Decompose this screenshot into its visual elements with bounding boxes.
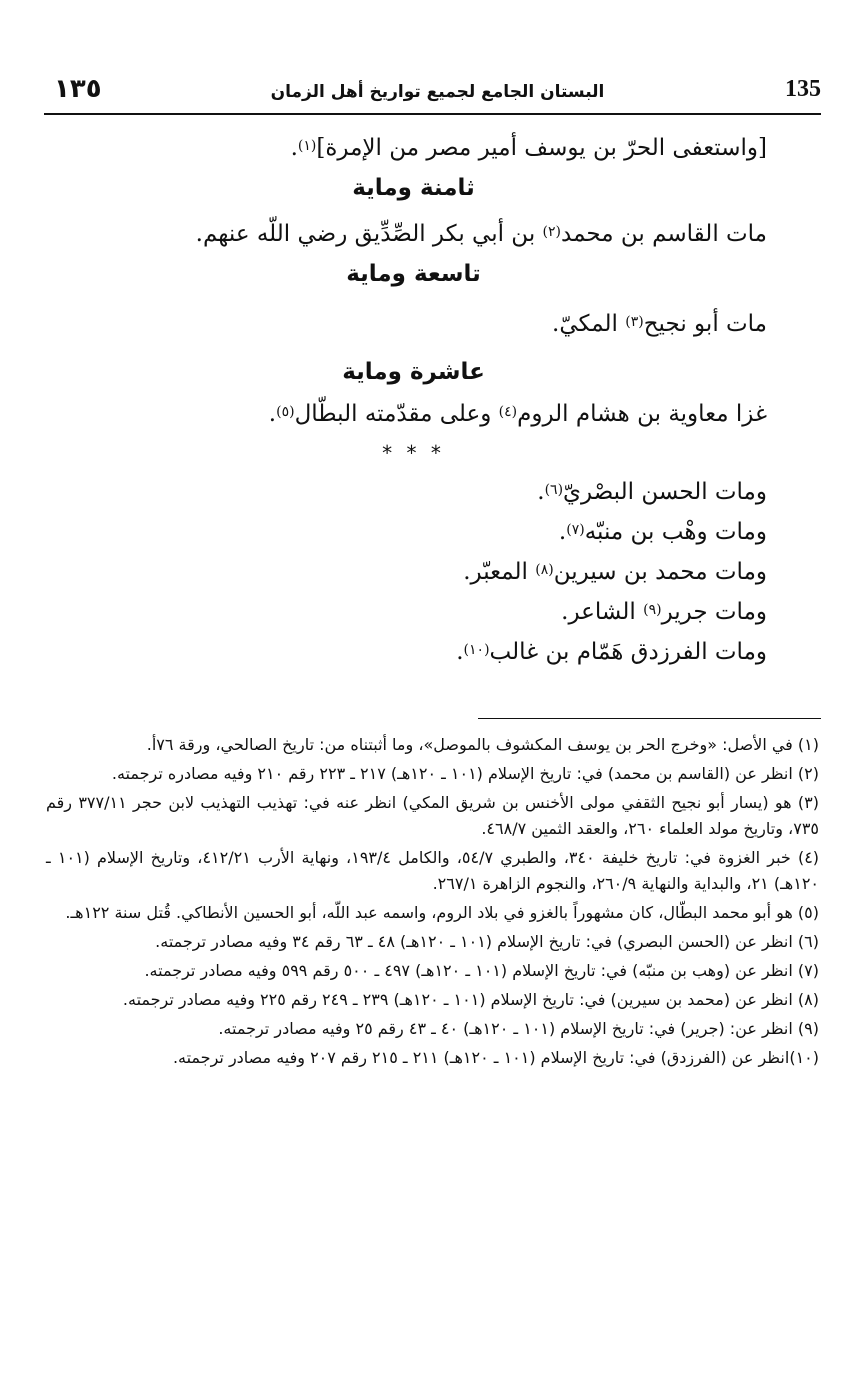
footnote-ref[interactable]: (٨) xyxy=(535,562,554,578)
text-segment: المعبّر. xyxy=(463,559,536,585)
text-segment: ومات الحسن البصْريّ xyxy=(563,479,767,505)
footnote-ref[interactable]: (٦) xyxy=(544,482,564,498)
text-segment: ومات وهْب بن منبّه xyxy=(584,519,767,545)
footnote-ref[interactable]: (٧) xyxy=(566,522,585,538)
text-segment: [واستعفى الحرّ بن يوسف أمير مصر من الإمرة] xyxy=(316,135,767,161)
text-line xyxy=(60,396,767,432)
text-segment: . xyxy=(290,135,298,161)
footnote-7: (٧) انظر عن (وهب بن منبّه) في: تاريخ الإسلام (١٠١ ـ ١٢٠هـ) ٤٩٧ ـ ٥٠٠ رقم ٥٩٩ وفيه مصادر ترجمته. xyxy=(144,961,819,980)
year-heading: عاشرة وماية xyxy=(342,359,485,385)
footnote-9: (٩) انظر عن: (جرير) في: تاريخ الإسلام (١٠١ ـ ١٢٠هـ) ٤٠ ـ ٤٣ رقم ٢٥ وفيه مصادر ترجمته. xyxy=(218,1019,819,1038)
text-segment: غزا معاوية بن هشام الروم xyxy=(517,401,767,427)
text-segment: ومات الفرزدق هَمّام بن غالب xyxy=(489,639,767,665)
text-line xyxy=(60,216,767,252)
text-segment: . xyxy=(537,479,545,505)
text-segment: ومات جرير xyxy=(661,599,767,625)
year-heading: ثامنة وماية xyxy=(352,175,475,201)
text-segment: المكيّ. xyxy=(552,311,626,337)
page-number-arabic: ١٣٥ xyxy=(54,74,102,104)
text-line xyxy=(60,474,767,510)
text-line xyxy=(60,130,767,166)
footnote-1: (١) في الأصل: «وخرج الحر بن يوسف المكشوف بالموصل»، وما أثبتناه من: تاريخ الصالحي، ورقة ٧٦أ. xyxy=(146,735,819,754)
footnote-ref[interactable]: (٩) xyxy=(643,602,662,618)
text-segment: . xyxy=(456,639,464,665)
section-separator: * * * xyxy=(382,441,445,465)
text-segment: . xyxy=(268,401,277,427)
footnote-10: (١٠)انظر عن (الفرزدق) في: تاريخ الإسلام (١٠١ ـ ١٢٠هـ) ٢١١ ـ ٢١٥ رقم ٢٠٧ وفيه مصادر ترجمته. xyxy=(172,1048,819,1067)
running-header xyxy=(54,70,821,110)
footnote-6: (٦) انظر عن (الحسن البصري) في: تاريخ الإسلام (١٠١ ـ ١٢٠هـ) ٤٨ ـ ٦٣ رقم ٣٤ وفيه مصادر ترجمته. xyxy=(155,932,819,951)
footnote-3: (٣) هو (يسار أبو نجيح الثقفي مولى الأخنس بن شريق المكي) انظر عنه في: تهذيب التهذيب لابن حجر ٣٧٧/١١ رقم ٧٣٥، وتاريخ مولد العلماء ٢٦٠، والعقد الثمين ٤٦٨/٧. xyxy=(46,793,820,838)
text-segment: . xyxy=(558,519,567,545)
footnote-rule xyxy=(478,718,821,719)
footnote-ref[interactable]: (٤) xyxy=(498,404,518,420)
text-line xyxy=(60,634,767,670)
footnote-ref[interactable]: (١) xyxy=(297,138,317,154)
footnote-ref[interactable]: (١٠) xyxy=(463,642,490,658)
text-line xyxy=(60,554,767,590)
text-segment: وعلى مقدّمته البطّال xyxy=(294,401,499,427)
footnote-2: (٢) انظر عن (القاسم بن محمد) في: تاريخ الإسلام (١٠١ ـ ١٢٠هـ) ٢١٧ ـ ٢٢٣ رقم ٢١٠ وفيه مصادره ترجمته. xyxy=(111,764,819,783)
footnote-5: (٥) هو أبو محمد البطّال، كان مشهوراً بالغزو في بلاد الروم، واسمه عبد اللّه، أبو الحسين الأنطاكي. قُتل سنة ١٢٢هـ. xyxy=(65,903,819,922)
footnote-ref[interactable]: (٢) xyxy=(542,224,562,240)
text-segment: ومات محمد بن سيرين xyxy=(553,559,767,585)
year-heading: تاسعة وماية xyxy=(346,261,481,287)
text-line xyxy=(60,514,767,550)
footnote-ref[interactable]: (٣) xyxy=(625,314,644,330)
header-rule xyxy=(44,113,821,115)
footnote-4: (٤) خبر الغزوة في: تاريخ خليفة ٣٤٠، والطبري ٥٤/٧، والكامل ١٩٣/٤، ونهاية الأرب ٤١٢/٢١، وتاريخ الإسلام (١٠١ ـ ١٢٠هـ) ٢١، والبداية والنهاية ٢٦٠/٩، والنجوم الزاهرة ٢٦٧/١. xyxy=(46,848,820,893)
footnote-ref[interactable]: (٥) xyxy=(276,404,295,420)
text-segment: بن أبي بكر الصِّدِّيق رضي اللّه عنهم. xyxy=(195,221,543,247)
text-segment: الشاعر. xyxy=(561,599,644,625)
page-number-latin: 135 xyxy=(785,76,821,102)
footnote-8: (٨) انظر عن (محمد بن سيرين) في: تاريخ الإسلام (١٠١ ـ ١٢٠هـ) ٢٣٩ ـ ٢٤٩ رقم ٢٢٥ وفيه مصادر ترجمته. xyxy=(122,990,819,1009)
main-text xyxy=(60,128,767,670)
text-line xyxy=(60,594,767,630)
book-title: البستان الجامع لجميع تواريخ أهل الزمان xyxy=(270,82,605,102)
footnotes xyxy=(46,732,819,1074)
text-line xyxy=(60,306,767,342)
text-segment: مات القاسم بن محمد xyxy=(561,221,767,247)
text-segment: مات أبو نجيح xyxy=(643,311,767,337)
